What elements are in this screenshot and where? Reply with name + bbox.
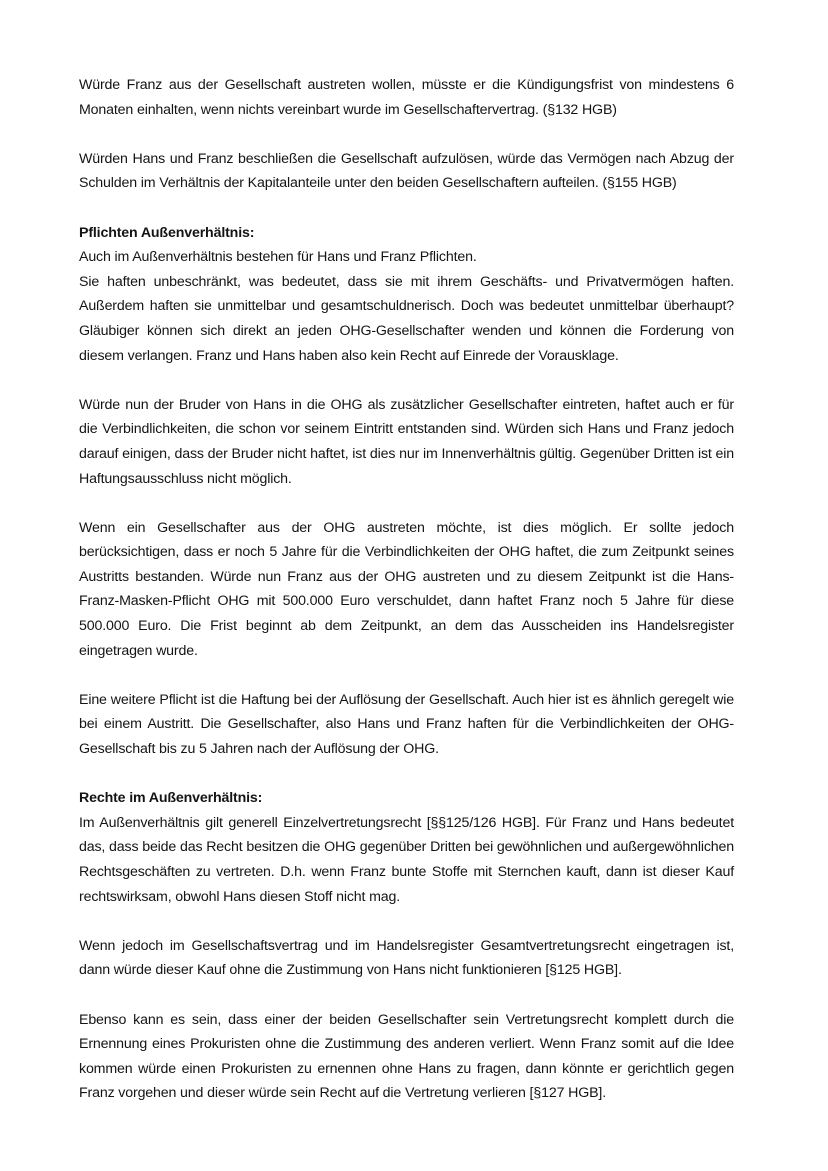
paragraph-pflichten-haftung: Sie haften unbeschränkt, was bedeutet, dass sie mit ihrem Geschäfts- und Privatvermögen haften. Außerdem haften sie unmittelbar und gesamtschuldnerisch. Doch was bedeutet unmittelbar überhaupt? Gläubiger können sich direkt an jeden OHG-Gesellschafter wenden und können die Forderung von diesem verlangen. Franz und Hans haben also kein Recht auf Einrede der Vorausklage. [79, 273, 734, 364]
section-rechte [79, 786, 734, 1106]
paragraph-rechte-gesamtvertretung: Wenn jedoch im Gesellschaftsvertrag und im Handelsregister Gesamtvertretungsrecht eingetragen ist, dann würde dieser Kauf ohne die Zustimmung von Hans nicht funktionieren [§125 HGB]. [79, 937, 734, 979]
paragraph-rechte-einzelvertretung: Im Außenverhältnis gilt generell Einzelvertretungsrecht [§§125/126 HGB]. Für Franz und Hans bedeutet das, dass beide das Recht besitzen die OHG gegenüber Dritten bei gewöhnlichen und außergewöhnlichen Rechtsgeschäften zu vertreten. D.h. wenn Franz bunte Stoffe mit Sternchen kauft, dann ist dieser Kauf rechtswirksam, obwohl Hans diesen Stoff nicht mag. [79, 814, 734, 905]
paragraph-pflichten-aufloesung: Eine weitere Pflicht ist die Haftung bei der Auflösung der Gesellschaft. Auch hier ist es ähnlich geregelt wie bei einem Austritt. Die Gesellschafter, also Hans und Franz haften für die Verbindlichkeiten der OHG-Gesellschaft bis zu 5 Jahren nach der Auflösung der OHG. [79, 691, 734, 758]
paragraph-kuendigung: Würde Franz aus der Gesellschaft austreten wollen, müsste er die Kündigungsfrist von mindestens 6 Monaten einhalten, wenn nichts vereinbart wurde im Gesellschaftervertrag. (§132 HGB) [79, 77, 734, 118]
paragraph-pflichten-austritt: Wenn ein Gesellschafter aus der OHG austreten möchte, ist dies möglich. Er sollte jedoch berücksichtigen, dass er noch 5 Jahre für die Verbindlichkeiten der OHG haftet, die zum Zeitpunkt seines Austritts bestanden. Würde nun Franz aus der OHG austreten und zu diesem Zeitpunkt ist die Hans-Franz-Masken-Pflicht OHG mit 500.000 Euro verschuldet, dann haftet Franz noch 5 Jahre für diese 500.000 Euro. Die Frist beginnt ab dem Zeitpunkt, an dem das Ausscheiden ins Handelsregister eingetragen wurde. [79, 519, 734, 659]
section-pflichten [79, 221, 734, 762]
paragraph-rechte-prokurist: Ebenso kann es sein, dass einer der beiden Gesellschafter sein Vertretungsrecht komplett durch die Ernennung eines Prokuristen ohne die Zustimmung des anderen verliert. Wenn Franz somit auf die Idee kommen würde einen Prokuristen zu ernennen ohne Hans zu fragen, dann könnte er gerichtlich gegen Franz vorgehen und dieser würde sein Recht auf die Vertretung verlieren [§127 HGB]. [79, 1011, 734, 1102]
section-heading-rechte: Rechte im Außenverhältnis: [79, 790, 263, 807]
paragraph-pflichten-intro: Auch im Außenverhältnis bestehen für Hans und Franz Pflichten. [79, 249, 477, 266]
section-heading-pflichten: Pflichten Außenverhältnis: [79, 224, 255, 241]
paragraph-aufloesung: Würden Hans und Franz beschließen die Gesellschaft aufzulösen, würde das Vermögen nach Abzug der Schulden im Verhältnis der Kapitalanteile unter den beiden Gesellschaftern aufteilen. (§155 HGB) [79, 150, 734, 192]
document-page [79, 73, 734, 1131]
paragraph-pflichten-eintritt: Würde nun der Bruder von Hans in die OHG als zusätzlicher Gesellschafter eintreten, haftet auch er für die Verbindlichkeiten, die schon vor seinem Eintritt entstanden sind. Würden sich Hans und Franz jedoch darauf einigen, dass der Bruder nicht haftet, ist dies nur im Innenverhältnis gültig. Gegenüber Dritten ist ein Haftungsausschluss nicht möglich. [79, 396, 734, 487]
